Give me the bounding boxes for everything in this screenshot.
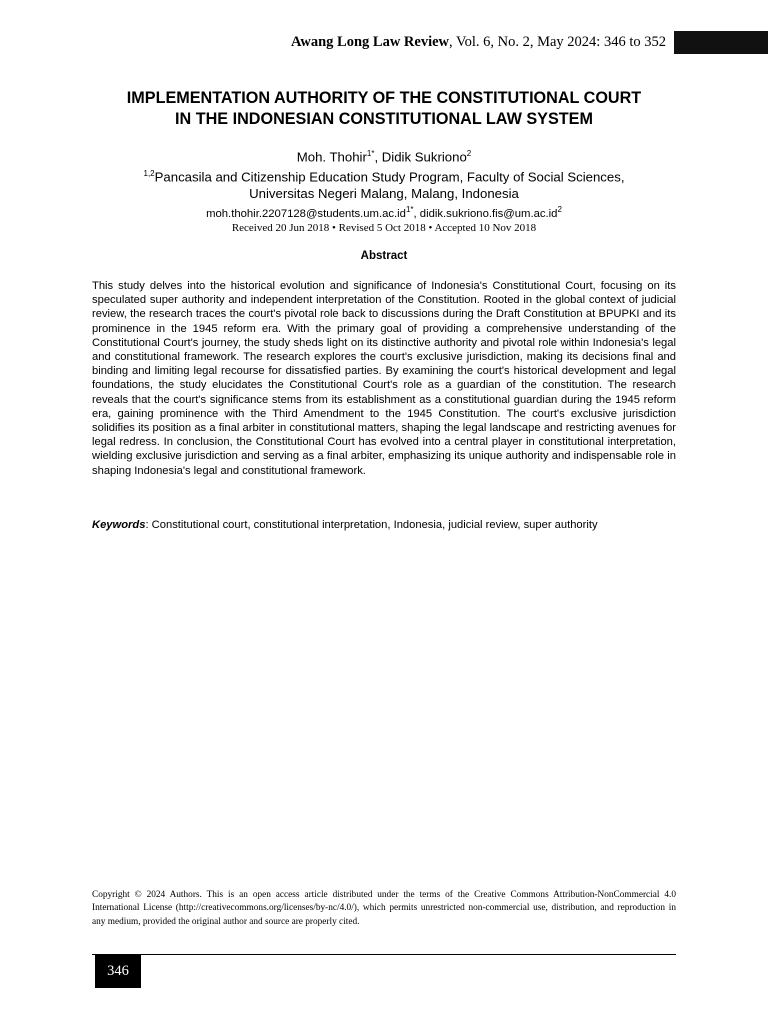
author-2: Didik Sukriono xyxy=(381,149,467,165)
keywords-line xyxy=(92,519,692,531)
email-separator: , xyxy=(413,208,420,221)
header-decorative-bar xyxy=(674,31,768,54)
author-1: Moh. Thohir xyxy=(296,149,367,165)
abstract-text: This study delves into the historical evolution and significance of Indonesia's Constitutional Court, focusing on its speculated super authority and independent interpretation of the Constitution. Rooted in the global context of judicial review, the research traces the court's pivotal role back to discussions during the Draft Constitution at BPUPKI and its prominence in the 1945 reform era. With the primary goal of providing a comprehensive understanding of the Constitutional Court's journey, the study sheds light on its distinctive authority and pivotal role within Indonesia's legal and constitutional framework. The research explores the court's exclusive jurisdiction, making its decisions final and binding and limiting legal recourse for dissatisfied parties. By examining the court's historical development and legal foundations, the study elucidates the Constitutional Court's role as a guardian of the constitution. The research reveals that the court's significance stems from its establishment as a constitutional guardian during the 1945 reform era, gaining prominence with the Third Amendment to the 1945 Constitution. The court's exclusive jurisdiction solidifies its position as a final arbiter in constitutional matters, shaping the legal landscape and restricting avenues for legal redress. In conclusion, the Constitutional Court has evolved into a central player in constitutional interpretation, wielding exclusive jurisdiction and serving as a final arbiter, emphasizing its unique authority and indispensable role in shaping Indonesia's legal and constitutional framework. xyxy=(92,280,676,477)
footer-divider xyxy=(92,954,676,955)
running-header xyxy=(0,34,768,54)
submission-dates: Received 20 Jun 2018 • Revised 5 Oct 2018 • Accepted 10 Nov 2018 xyxy=(231,222,537,234)
affiliation-line-1 xyxy=(80,166,688,186)
journal-volume-info: , Vol. 6, No. 2, May 2024: 346 to 352 xyxy=(449,34,666,50)
title-line-2: IN THE INDONESIAN CONSTITUTIONAL LAW SYSTEM xyxy=(175,110,593,128)
author-1-marker: 1* xyxy=(366,149,375,158)
title-line-1: IMPLEMENTATION AUTHORITY OF THE CONSTITUTIONAL COURT xyxy=(126,89,642,107)
author-names xyxy=(80,146,688,166)
keywords-label: Keywords xyxy=(92,519,146,531)
journal-name: Awang Long Law Review xyxy=(290,34,450,50)
author-2-marker: 2 xyxy=(466,149,472,158)
journal-citation xyxy=(291,34,666,51)
affiliation-text-1: Pancasila and Citizenship Education Study Program, Faculty of Social Sciences, xyxy=(154,169,625,185)
affiliation-marker: 1,2 xyxy=(143,168,155,178)
abstract-heading: Abstract xyxy=(360,250,408,262)
affiliation-line-2: Universitas Negeri Malang, Malang, Indonesia xyxy=(249,185,519,201)
page-number: 346 xyxy=(95,955,141,988)
paper-title xyxy=(80,88,688,130)
email-1[interactable]: moh.thohir.2207128@students.um.ac.id xyxy=(206,208,406,221)
email-1-marker: 1* xyxy=(405,205,414,215)
email-2[interactable]: didik.sukriono.fis@um.ac.id xyxy=(419,208,558,221)
author-emails xyxy=(80,202,688,222)
author-separator: , xyxy=(374,149,382,165)
email-2-marker: 2 xyxy=(557,205,562,215)
author-block xyxy=(80,146,688,223)
copyright-notice: Copyright © 2024 Authors. This is an open access article distributed under the terms of the Creative Commons Attribution-NonCommercial 4.0 International License (http://creativecommons.org/licenses/by-nc/4.0/), which permits unrestricted non-commercial use, distribution, and reproduction in any medium, provided the original author and source are properly cited. xyxy=(92,890,676,927)
keywords-text: : Constitutional court, constitutional interpretation, Indonesia, judicial review, super authority xyxy=(145,519,598,531)
